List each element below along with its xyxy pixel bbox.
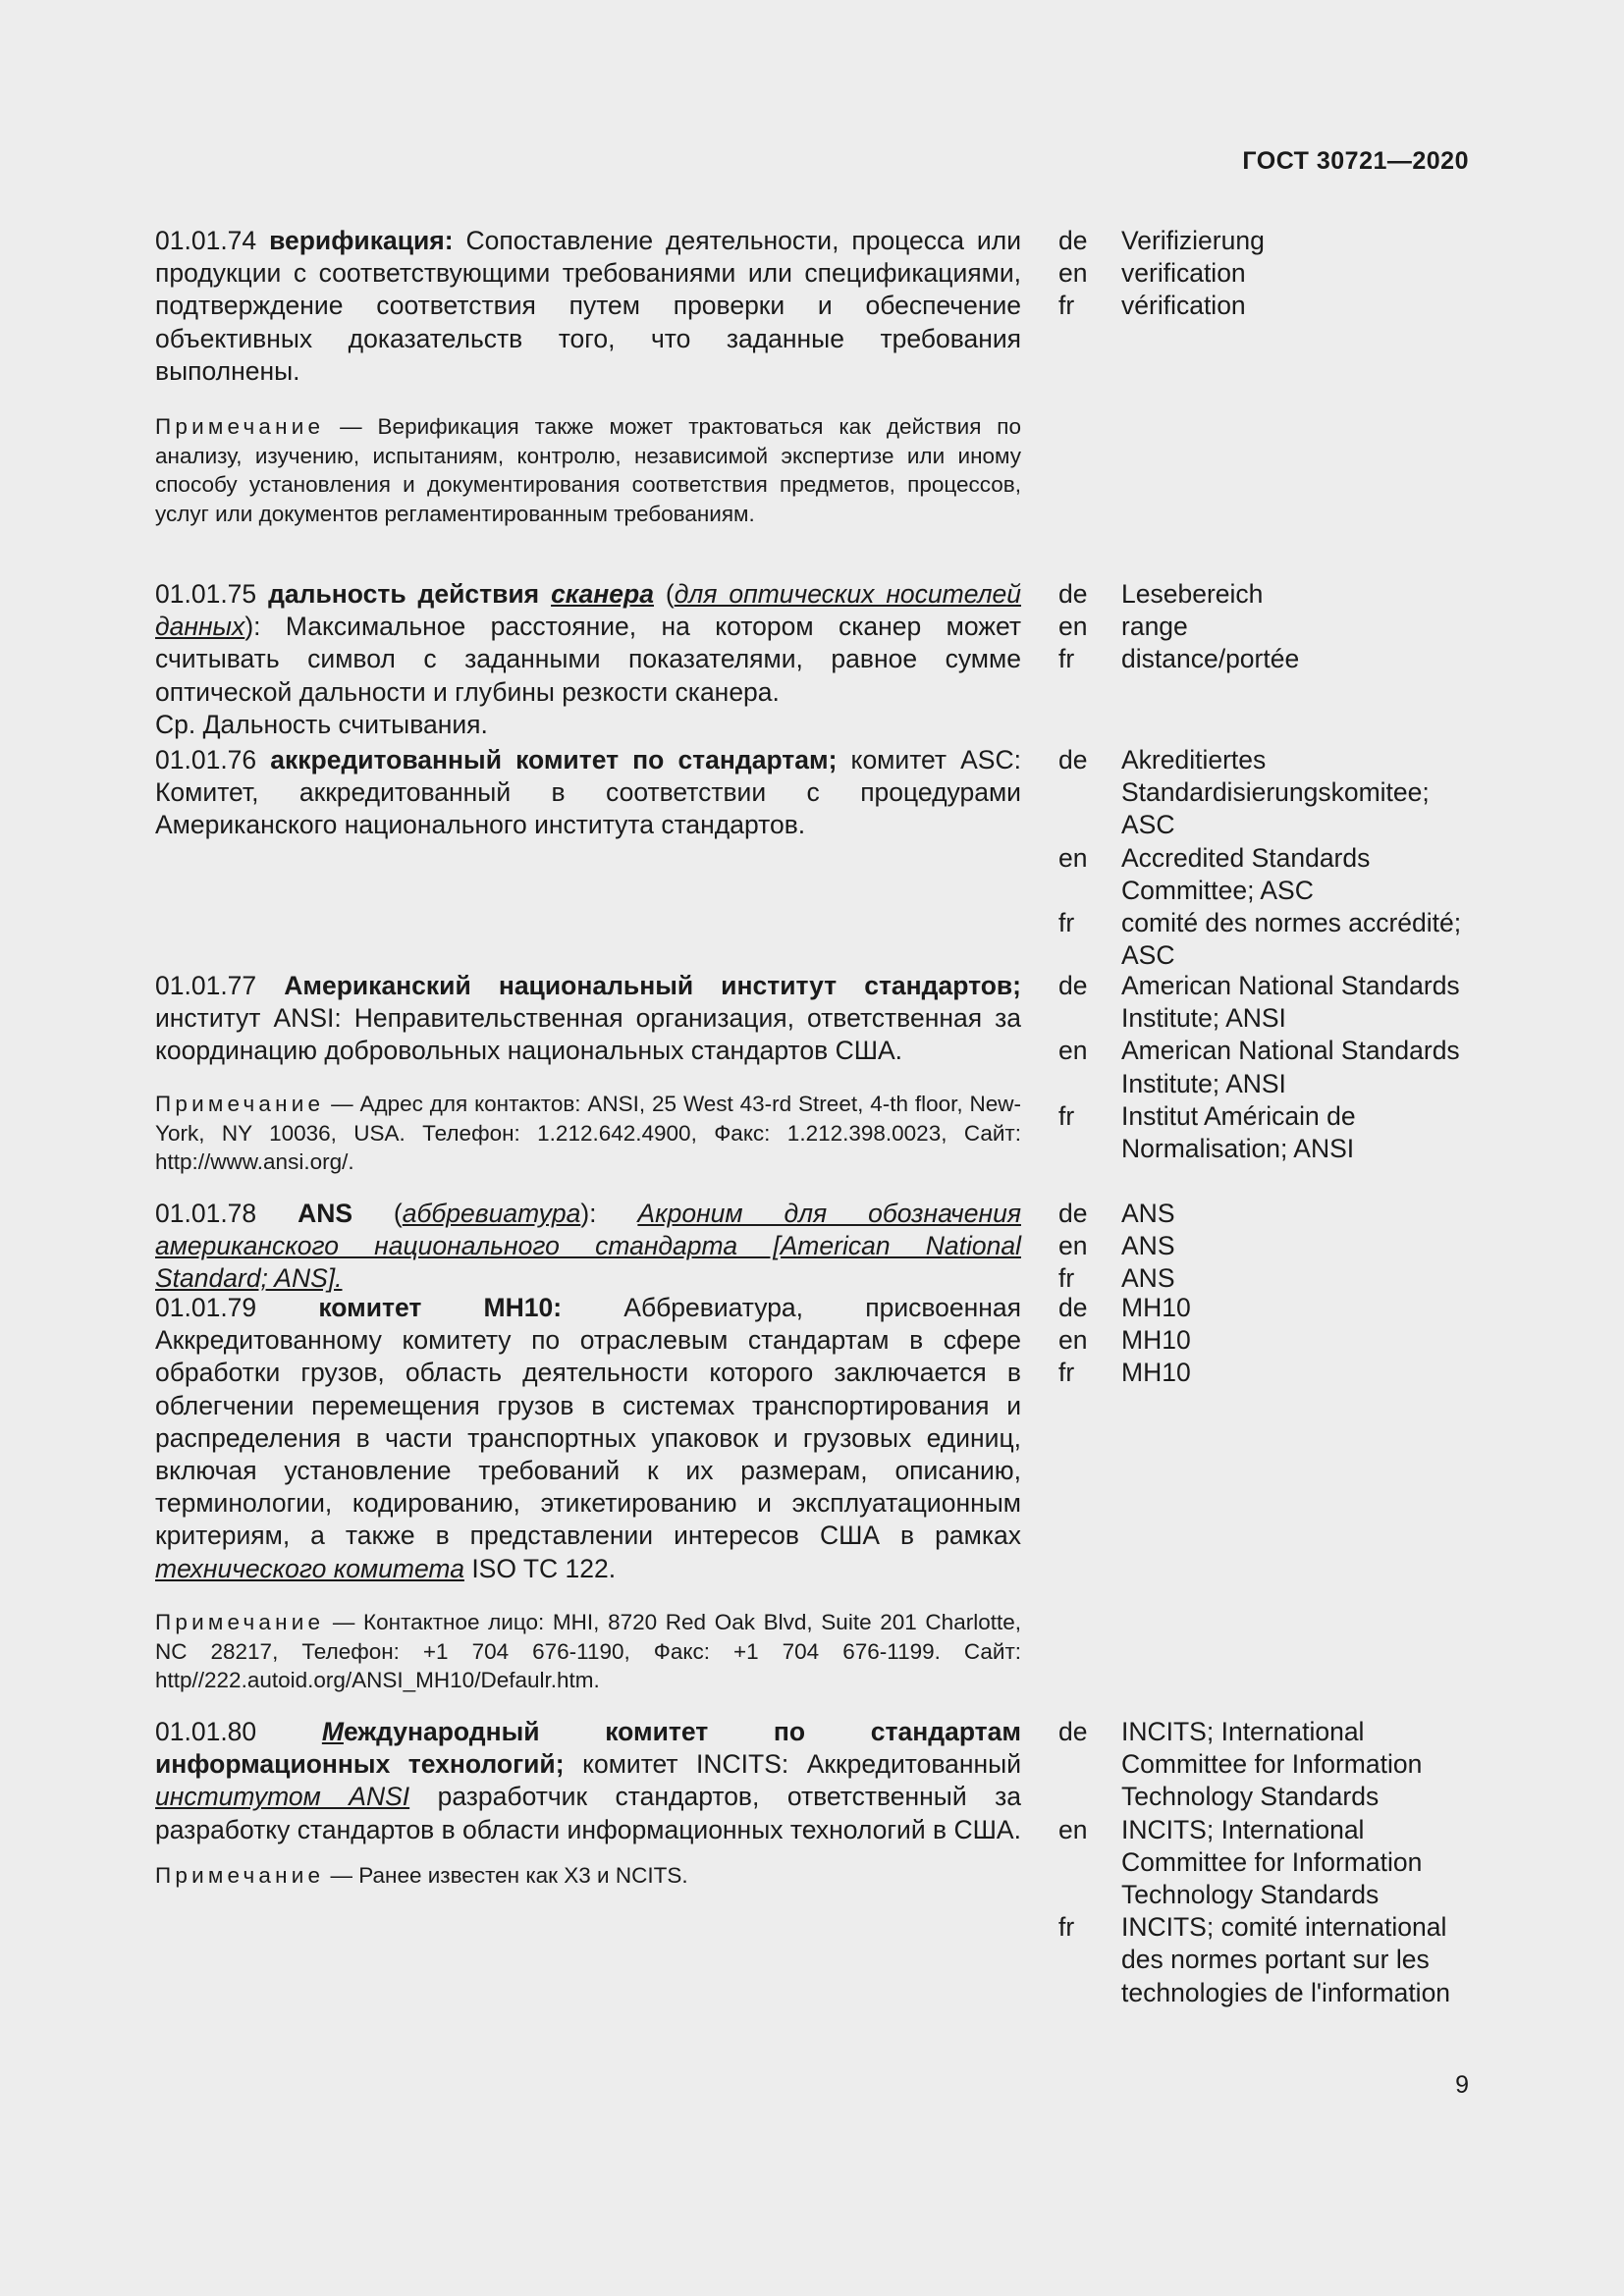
entry-note-79: Примечание — Контактное лицо: MHI, 8720 Red Oak Blvd, Suite 201 Charlotte, NC 28217, Телефон: +1 704 676-1190, Факс: +1 704 676-1199. Сайт: http//222.autoid.org/ANSI_MH10/Defaulr.htm. [155,1610,1021,1692]
entry-01-01-77: 01.01.77 Американский национальный институт стандартов; институт ANSI: Неправительственная организация, ответственная за координацию добровольных национальных стандартов США. [155,971,1021,1066]
lang-row: en Accredited Standards Committee; ASC [1058,842,1371,905]
lang-row: fr vérification [1058,291,1246,321]
entry-note-74: Примечание — Верификация также может трактоваться как действия по анализу, изучению, испытаниям, контролю, независимой экспертизе или иному способу установления и документирования соответствия предметов, процессов, услуг или документов регламентированным требованиям. [155,414,1021,526]
term-link[interactable]: сканера [551,579,654,609]
definition-link[interactable]: институтом ANSI [155,1782,410,1812]
lang-row: en range [1058,612,1188,642]
entry-01-01-79: 01.01.79 комитет MH10: Аббревиатура, присвоенная Аккредитованному комитету по отраслевым стандартам в сфере обработки грузов, область деятельности которого заключается в облегчении перемещения грузов в системах транспортирования и распределения в части транспортных упаковок и грузовых единиц, включая установление требований к их размерам, описанию, терминологии, кодированию, этикетированию и эксплуатационным критериям, а также в представлении интересов США в рамках технического комитета ISO TC 122. [155,1293,1021,1583]
lang-row: de Akreditiertes Standardisierungskomitee; ASC [1058,745,1430,840]
lang-row: de INCITS; International Committee for Information Technology Standards [1058,1717,1423,1812]
lang-row: fr ANS [1058,1263,1175,1294]
lang-row: fr Institut Américain de Normalisation; ANSI [1058,1100,1356,1164]
entry-01-01-74 [155,225,1021,388]
lang-row: de MH10 [1058,1293,1191,1322]
lang-row: en verification [1058,258,1246,289]
definition-link[interactable]: Акроним для обозначения американского национального стандарта [American National Standard; ANS]. [155,1199,1021,1294]
lang-row: de ANS [1058,1199,1175,1228]
entry-note-77: Примечание — Адрес для контактов: ANSI, 25 West 43-rd Street, 4-th floor, New-York, NY 10036, USA. Телефон: 1.212.642.4900, Факс: 1.212.398.0023, Сайт: http://www.ansi.org/. [155,1092,1021,1174]
domain-link[interactable]: для оптических носителей данных [155,579,1021,642]
lang-row: en ANS [1058,1231,1175,1261]
lang-equivalents-80 [1058,1716,1481,2009]
entry-01-01-75: 01.01.75 дальность действия сканера (для оптических носителей данных): Максимальное расстояние, на котором сканер может считывать символ с заданными показателями, равное сумме оптической дальности и глубины резкости сканера. Ср. Дальность считывания. [155,578,1021,741]
entry-01-01-76: 01.01.76 аккредитованный комитет по стандартам; комитет ASC: Комитет, аккредитованный в соответствии с процедурами Американского национального института стандартов. [155,745,1021,840]
lang-row: en MH10 [1058,1325,1191,1356]
definition-link[interactable]: технического комитета [155,1553,464,1583]
entry-note-80: Примечание — Ранее известен как X3 и NCITS. [155,1863,688,1888]
entry-01-01-78: 01.01.78 ANS (аббревиатура): Акроним для обозначения американского национального стандарта [American National Standard; ANS]. [155,1199,1021,1294]
note-label: Примечание [155,414,325,439]
lang-row: fr INCITS; comité international des normes portant sur les technologies de l'information [1058,1912,1451,2007]
lang-row: fr MH10 [1058,1358,1191,1388]
lang-equivalents-75 [1058,578,1481,676]
lang-row: fr comité des normes accrédité; ASC [1058,908,1462,971]
entry-number: 01.01.74 [155,226,257,255]
lang-row: de Lesebereich [1058,579,1264,609]
term-first-letter: М [321,1717,344,1746]
lang-equivalents-76 [1058,744,1481,972]
entry-term: верификация: [269,226,454,255]
entry-01-01-80: 01.01.80 Международный комитет по стандартам информационных технологий; комитет INCITS: Аккредитованный институтом ANSI разработчик стандартов, ответственный за разработку стандартов в области информационных технологий в США. [155,1717,1021,1844]
lang-row: fr distance/portée [1058,644,1300,674]
lang-row: en INCITS; International Committee for Information Technology Standards [1058,1814,1423,1910]
lang-row: en American National Standards Institute; ANSI [1058,1036,1460,1098]
lang-equivalents-74 [1058,225,1481,323]
see-also: Ср. Дальность считывания. [155,709,488,739]
lang-equivalents-77 [1058,970,1481,1165]
lang-equivalents-78 [1058,1198,1481,1296]
lang-row: de American National Standards Institute; ANSI [1058,971,1460,1034]
note-text: Верификация также может трактоваться как действия по анализу, изучению, испытаниям, контролю, независимой экспертизе или иному способу установления и документирования соответствия предметов, процессов, услуг или документов регламентированным требованиям. [155,414,1021,526]
lang-row: de Verifizierung [1058,226,1265,255]
page-number: 9 [1455,2071,1469,2099]
lang-equivalents-79 [1058,1292,1481,1390]
document-header: ГОСТ 30721—2020 [1242,147,1469,175]
domain-link[interactable]: аббревиатура [402,1199,581,1228]
entry-definition: Сопоставление деятельности, процесса или продукции с соответствующими требованиями или спецификациями, подтверждение соответствия путем проверки и обеспечение объективных доказательств того, что заданные требования выполнены. [155,226,1021,386]
